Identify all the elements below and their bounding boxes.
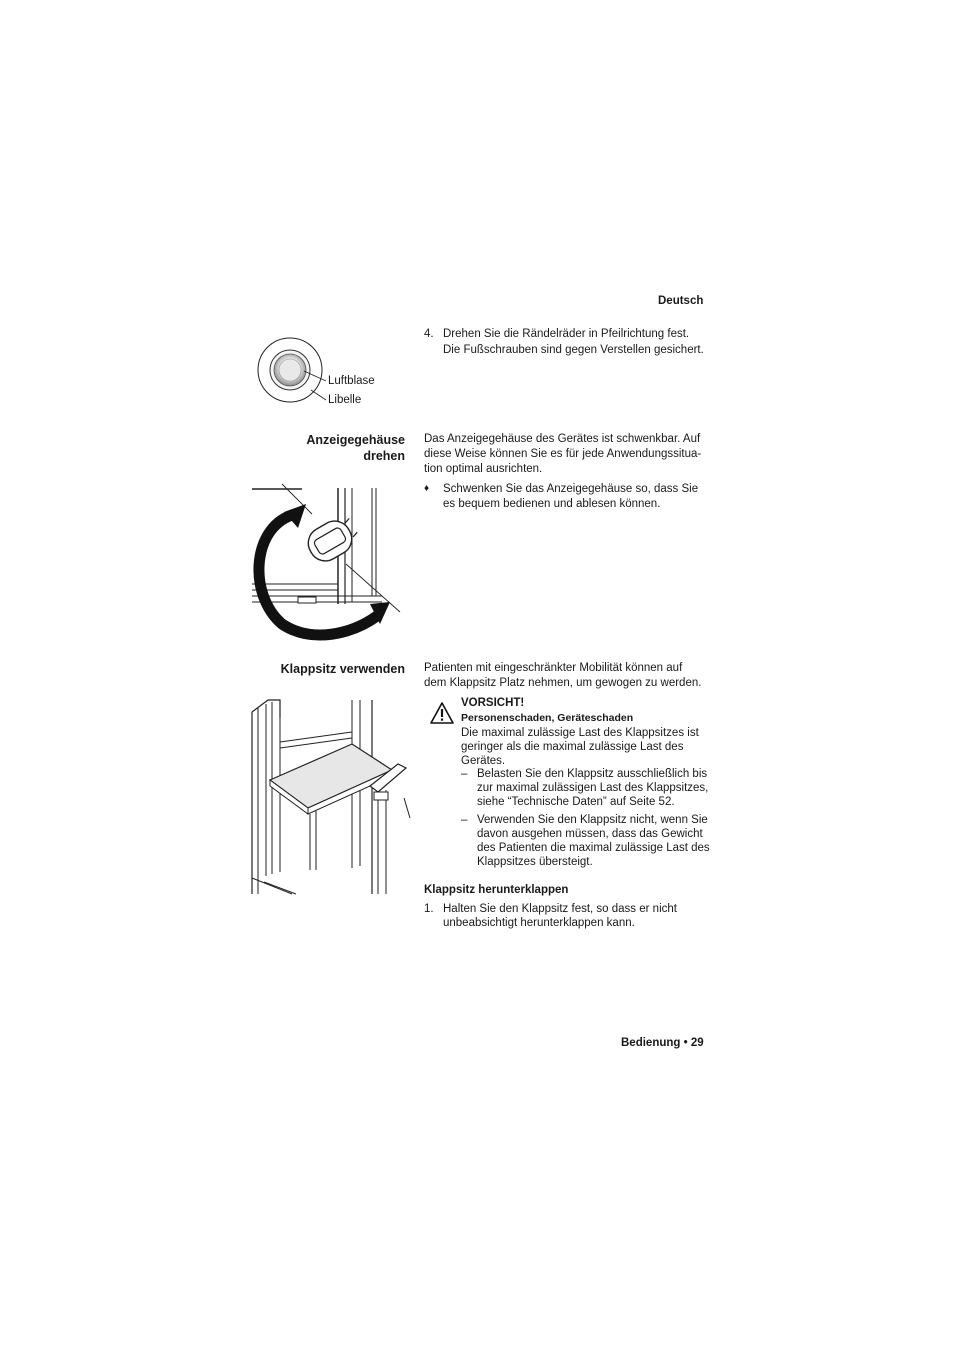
caution-item-line: Verwenden Sie den Klappsitz nicht, wenn Sie xyxy=(477,814,708,826)
subheading-fold-down: Klappsitz herunterklappen xyxy=(424,884,569,896)
paragraph-line: dem Klappsitz Platz nehmen, um gewogen zu werden. xyxy=(424,677,702,689)
section-heading-seat: Klappsitz verwenden xyxy=(280,662,405,676)
label-libelle: Libelle xyxy=(328,394,362,406)
step-number: 4. xyxy=(424,328,434,340)
caution-subtitle: Personenschaden, Geräteschaden xyxy=(461,712,634,724)
paragraph-line: tion optimal ausrichten. xyxy=(424,463,543,475)
caution-item-line: zur maximal zulässigen Last des Klappsitzes, xyxy=(477,782,709,794)
caution-item-line: Belasten Sie den Klappsitz ausschließlich bis xyxy=(477,768,708,780)
paragraph-line: diese Weise können Sie es für jede Anwendungssitua- xyxy=(424,448,702,460)
folding-seat-figure xyxy=(252,698,412,894)
display-rotation-figure xyxy=(252,484,402,639)
caution-item-line: davon ausgehen müssen, dass das Gewicht xyxy=(477,828,703,840)
step-line: Halten Sie den Klappsitz fest, so dass er nicht xyxy=(443,903,677,915)
caution-line: Gerätes. xyxy=(461,755,506,767)
paragraph-line: Das Anzeigegehäuse des Gerätes ist schwenkbar. Auf xyxy=(424,433,701,445)
heading-line: drehen xyxy=(363,449,405,463)
step-number: 1. xyxy=(424,903,434,915)
level-figure xyxy=(255,334,335,409)
step-1 xyxy=(424,902,724,932)
step-4 xyxy=(424,327,724,359)
caution-title: VORSICHT! xyxy=(461,697,525,709)
header-language: Deutsch xyxy=(658,295,704,307)
caution-item xyxy=(461,767,721,809)
seat-intro xyxy=(424,661,724,690)
bullet-line: Schwenken Sie das Anzeigegehäuse so, dass Sie xyxy=(443,483,699,495)
display-bullet xyxy=(424,482,724,514)
caution-block xyxy=(461,696,721,768)
paragraph-line: Patienten mit eingeschränkter Mobilität können auf xyxy=(424,662,683,674)
section-heading-display xyxy=(255,432,405,464)
bullet-line: es bequem bedienen und ablesen können. xyxy=(443,498,661,510)
display-intro xyxy=(424,432,714,476)
dash-marker: – xyxy=(461,768,468,780)
caution-line: Die maximal zulässige Last des Klappsitzes ist xyxy=(461,727,699,739)
caution-item-line: des Patienten die maximal zulässige Last des xyxy=(477,842,710,854)
step-line: unbeabsichtigt herunterklappen kann. xyxy=(443,917,635,929)
caution-item-line: Klappsitzes übersteigt. xyxy=(477,856,593,868)
caution-item-line: siehe “Technische Daten” auf Seite 52. xyxy=(477,796,675,808)
bullet-diamond-icon: ♦ xyxy=(424,483,430,494)
dash-marker: – xyxy=(461,814,468,826)
heading-line: Anzeigegehäuse xyxy=(306,433,405,447)
step-line: Die Fußschrauben sind gegen Verstellen gesichert. xyxy=(443,344,704,356)
caution-line: geringer als die maximal zulässige Last des xyxy=(461,741,684,753)
step-line: Drehen Sie die Rändelräder in Pfeilrichtung fest. xyxy=(443,328,690,340)
footer-page-label: Bedienung • 29 xyxy=(621,1037,704,1049)
warning-triangle-icon xyxy=(430,702,454,724)
label-luftblase: Luftblase xyxy=(328,375,375,387)
caution-item xyxy=(461,813,721,869)
